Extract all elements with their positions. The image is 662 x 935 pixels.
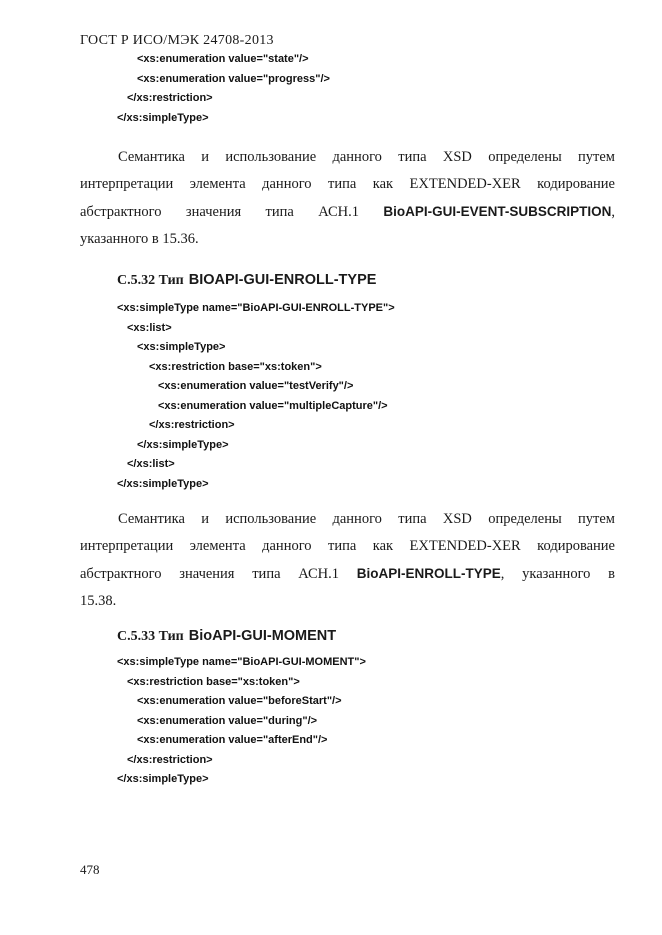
- xsd-code-block: [117, 653, 662, 790]
- text-segment: интерпретации элемента данного типа как EXTENDED-XER кодирование: [80, 176, 615, 192]
- text-segment: Семантика и использование данного типа XSD определены путем: [118, 511, 615, 527]
- asn1-type-name: BioAPI-ENROLL-TYPE: [356, 566, 501, 581]
- code-line: </xs:restriction>: [127, 92, 213, 104]
- code-line: <xs:enumeration value="during"/>: [137, 714, 318, 727]
- text-segment: , указанного в: [500, 566, 615, 582]
- paragraph-line: [80, 560, 615, 588]
- code-line: <xs:list>: [127, 321, 172, 334]
- text-segment: Семантика и использование данного типа XSD определены путем: [118, 149, 615, 165]
- code-line: <xs:restriction base="xs:token">: [149, 360, 322, 373]
- code-line: </xs:simpleType>: [117, 773, 209, 785]
- code-line: <xs:enumeration value="progress"/>: [137, 72, 330, 85]
- text-segment: абстрактного значения типа АСН.1: [80, 566, 357, 582]
- document-content: [0, 50, 662, 790]
- section-heading-type-name: BIOAPI-GUI-ENROLL-TYPE: [188, 272, 377, 288]
- xsd-code-block: [117, 299, 662, 494]
- paragraph-line: [80, 198, 615, 226]
- xsd-code-block: [117, 50, 662, 128]
- code-line: <xs:enumeration value="testVerify"/>: [158, 380, 354, 392]
- code-line: <xs:enumeration value="afterEnd"/>: [137, 734, 328, 746]
- text-segment: интерпретации элемента данного типа как EXTENDED-XER кодирование: [80, 538, 615, 554]
- paragraph-line: [80, 144, 615, 171]
- text-segment: 15.38.: [80, 593, 117, 609]
- asn1-type-name: BioAPI-GUI-EVENT-SUBSCRIPTION: [383, 204, 612, 219]
- page-header: ГОСТ Р ИСО/МЭК 24708-2013: [80, 33, 274, 48]
- paragraph-line: [80, 506, 615, 533]
- paragraph-line: [80, 171, 615, 198]
- text-segment: ,: [611, 204, 615, 220]
- code-line: <xs:simpleType name="BioAPI-GUI-ENROLL-TYPE">: [117, 302, 395, 314]
- code-line: </xs:simpleType>: [137, 438, 229, 451]
- code-line: </xs:simpleType>: [117, 477, 209, 490]
- text-segment: указанного в 15.36.: [80, 231, 199, 247]
- section-heading: [117, 271, 662, 290]
- text-segment: абстрактного значения типа АСН.1: [80, 204, 384, 220]
- code-line: </xs:list>: [127, 458, 175, 470]
- code-line: </xs:simpleType>: [117, 111, 209, 124]
- body-paragraph: [80, 506, 615, 615]
- code-line: <xs:simpleType name="BioAPI-GUI-MOMENT">: [117, 656, 366, 668]
- code-line: <xs:enumeration value="beforeStart"/>: [137, 695, 342, 707]
- section-heading-number: С.5.33 Тип: [117, 629, 184, 644]
- code-line: <xs:restriction base="xs:token">: [127, 675, 300, 688]
- code-line: </xs:restriction>: [149, 419, 235, 431]
- page-number: 478: [80, 862, 100, 877]
- code-line: <xs:enumeration value="state"/>: [137, 53, 309, 65]
- paragraph-line: [80, 588, 615, 615]
- paragraph-line: [80, 226, 615, 253]
- section-heading-type-name: BioAPI-GUI-MOMENT: [188, 628, 337, 644]
- code-line: <xs:enumeration value="multipleCapture"/>: [158, 399, 388, 412]
- code-line: <xs:simpleType>: [137, 341, 226, 353]
- section-heading-number: С.5.32 Тип: [117, 273, 184, 288]
- body-paragraph: [80, 144, 615, 253]
- section-heading: [117, 627, 662, 646]
- code-line: </xs:restriction>: [127, 753, 213, 766]
- paragraph-line: [80, 533, 615, 560]
